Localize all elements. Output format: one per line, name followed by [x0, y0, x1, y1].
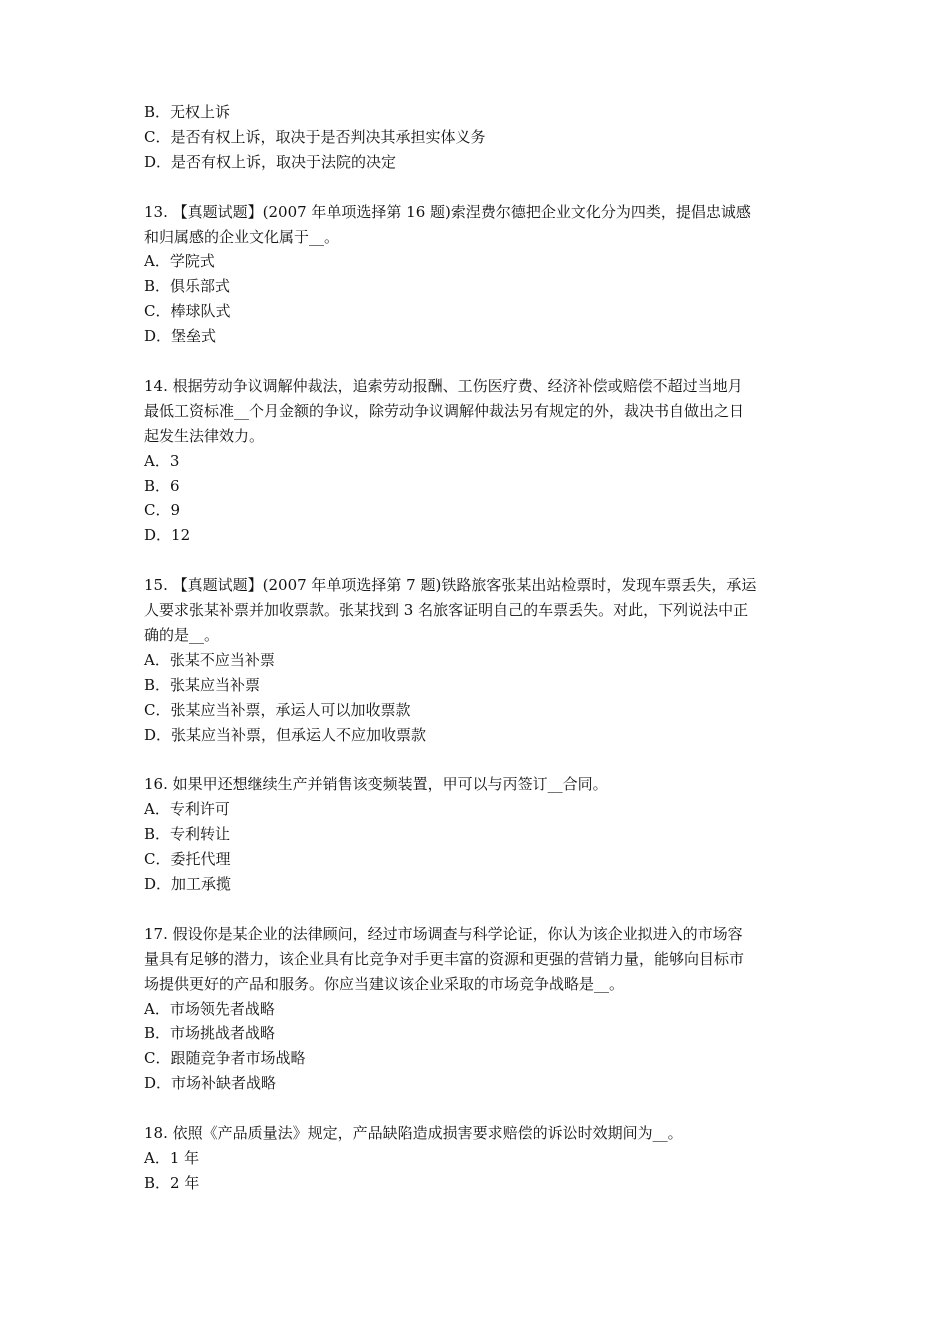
- question-stem-line: 17. 假设你是某企业的法律顾问，经过市场调查与科学论证，你认为该企业拟进入的市场容: [144, 924, 743, 943]
- answer-option: A．1 年: [144, 1148, 200, 1167]
- block-spacer: [144, 1096, 814, 1121]
- question-stem-line: 确的是__。: [144, 625, 220, 644]
- answer-option: C．是否有权上诉，取决于是否判决其承担实体义务: [144, 127, 486, 146]
- answer-option: D．12: [144, 526, 191, 545]
- question-block: [144, 200, 814, 349]
- question-stem-line: 起发生法律效力。: [144, 426, 265, 445]
- answer-option: A．学院式: [144, 252, 215, 271]
- question-stem-line: 和归属感的企业文化属于__。: [144, 227, 340, 246]
- answer-option: B．市场挑战者战略: [144, 1024, 276, 1043]
- question-stem-line: 场提供更好的产品和服务。你应当建议该企业采取的市场竞争战略是__。: [144, 974, 625, 993]
- question-block: [144, 573, 814, 747]
- answer-option: B．2 年: [144, 1173, 200, 1192]
- answer-option: B．俱乐部式: [144, 277, 231, 296]
- question-stem-line: 人要求张某补票并加收票款。张某找到 3 名旅客证明自己的车票丢失。对此，下列说法中正: [144, 601, 749, 620]
- answer-option: C．棒球队式: [144, 302, 231, 321]
- question-stem-line: 18. 依照《产品质量法》规定，产品缺陷造成损害要求赔偿的诉讼时效期间为__。: [144, 1124, 683, 1143]
- answer-option: B．无权上诉: [144, 103, 231, 121]
- document-content: [144, 100, 814, 1196]
- answer-option: D．堡垒式: [144, 327, 217, 346]
- answer-option: A．3: [144, 451, 180, 470]
- question-stem-line: 13. 【真题试题】(2007 年单项选择第 16 题)索涅费尔德把企业文化分为四类，提倡忠诚感: [144, 202, 751, 221]
- answer-option: C．委托代理: [144, 850, 231, 869]
- answer-option: D．是否有权上诉，取决于法院的决定: [144, 152, 397, 171]
- block-spacer: [144, 548, 814, 573]
- block-spacer: [144, 349, 814, 374]
- question-stem-line: 16. 如果甲还想继续生产并销售该变频装置，甲可以与丙签订__合同。: [144, 775, 608, 794]
- question-block: [144, 374, 814, 548]
- block-spacer: [144, 175, 814, 200]
- answer-option: C．张某应当补票，承运人可以加收票款: [144, 700, 411, 719]
- answer-option: A．张某不应当补票: [144, 650, 275, 669]
- answer-option: B．专利转让: [144, 825, 231, 844]
- question-stem-line: 量具有足够的潜力，该企业具有比竞争对手更丰富的资源和更强的营销力量，能够向目标市: [144, 949, 745, 968]
- question-stem-line: 15. 【真题试题】(2007 年单项选择第 7 题)铁路旅客张某出站检票时，发现车票丢失，承运: [144, 576, 757, 595]
- answer-option: B．张某应当补票: [144, 675, 261, 694]
- answer-option: B．6: [144, 476, 180, 495]
- answer-option: A．专利许可: [144, 800, 230, 819]
- question-stem-line: 14. 根据劳动争议调解仲裁法，追索劳动报酬、工伤医疗费、经济补偿或赔偿不超过当地月: [144, 376, 743, 395]
- answer-option: A．市场领先者战略: [144, 999, 275, 1018]
- question-stem-line: 最低工资标准__个月金额的争议，除劳动争议调解仲裁法另有规定的外，裁决书自做出之日: [144, 401, 745, 420]
- answer-option: C．9: [144, 501, 181, 520]
- block-spacer: [144, 897, 814, 922]
- question-block: [144, 772, 814, 897]
- options-continuation: [144, 100, 814, 175]
- question-block: [144, 922, 814, 1096]
- block-spacer: [144, 748, 814, 773]
- answer-option: D．市场补缺者战略: [144, 1074, 277, 1093]
- answer-option: D．张某应当补票，但承运人不应加收票款: [144, 725, 427, 744]
- answer-option: C．跟随竞争者市场战略: [144, 1049, 306, 1068]
- answer-option: D．加工承揽: [144, 875, 232, 894]
- question-block: [144, 1121, 814, 1196]
